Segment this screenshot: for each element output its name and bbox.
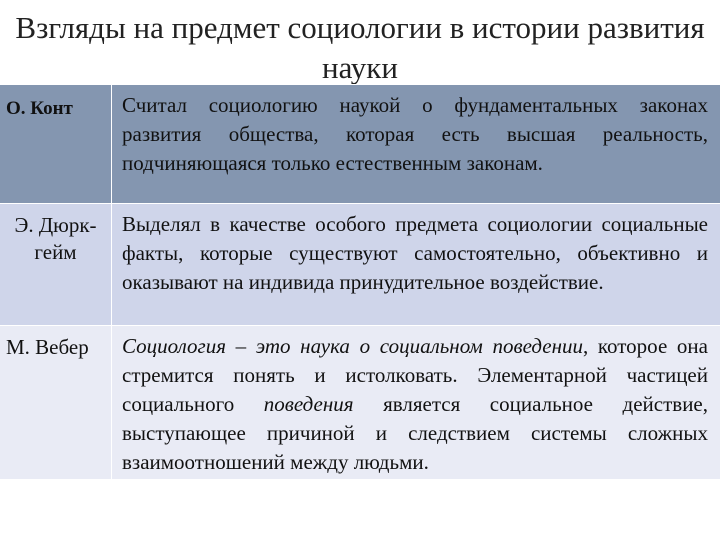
table-row [0, 203, 720, 325]
view-text-part: является социальное действие, выступающее причиной и следствием системы сложных взаимоотношений между людьми. [122, 392, 708, 474]
view-italic-definition: Социология – это наука о социальном поведении [122, 334, 583, 358]
scholar-name: О. Конт [0, 85, 112, 203]
scholar-view: Выделял в качестве особого предмета социологии социальные факты, которые существуют самостоятельно, объективно и оказывают на индивида принудительное воздействие. [112, 204, 720, 325]
view-text-part: , которое она стремится понять и истолковать. Элементарной частицей социального [122, 334, 708, 416]
sociology-views-table [0, 84, 720, 479]
view-italic-term: поведения [263, 392, 354, 416]
table-row [0, 325, 720, 479]
scholar-name: Э. Дюрк-гейм [0, 204, 112, 325]
scholar-view: Считал социологию наукой о фундаментальных законах развития общества, которая есть высшая реальность, подчиняющаяся только естественным законам. [112, 85, 720, 203]
scholar-view [112, 326, 720, 479]
slide-title: Взгляды на предмет социологии в истории развития науки [15, 10, 705, 85]
table-row [0, 84, 720, 203]
scholar-name: М. Вебер [0, 326, 112, 479]
